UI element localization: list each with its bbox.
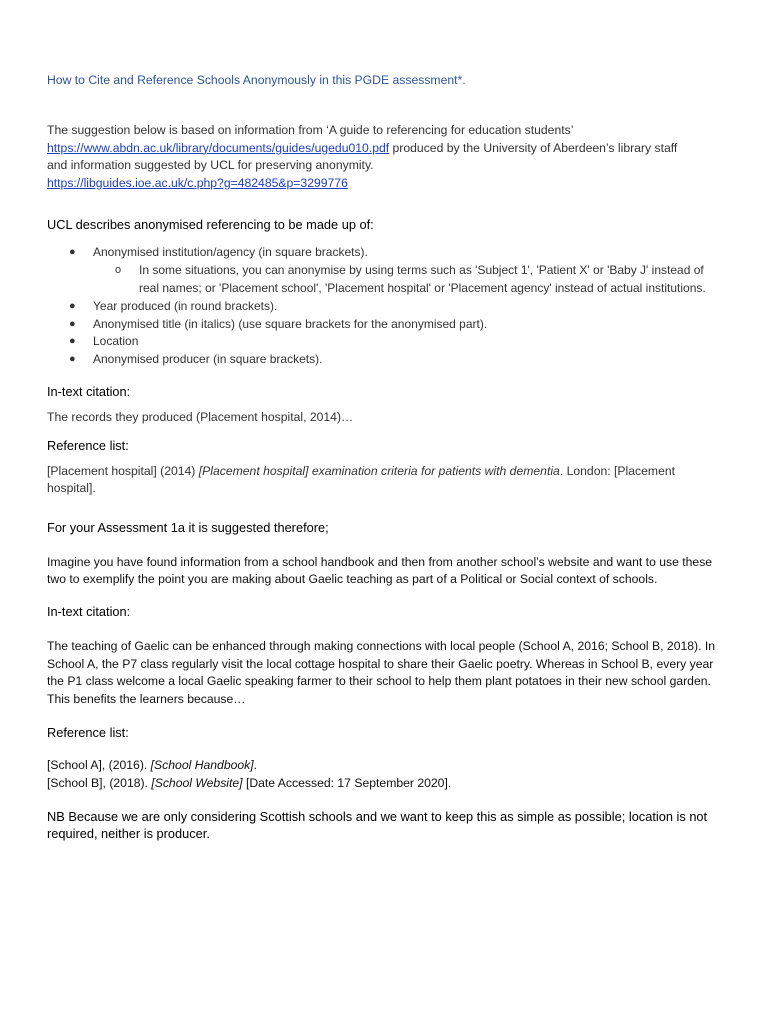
intext-heading-1: In-text citation: (47, 383, 131, 399)
list-item: ● Year produced (in round brackets). (47, 298, 727, 316)
sub-list (93, 262, 727, 298)
bullet-icon: ● (69, 317, 76, 330)
intro-after-link: produced by the University of Aberdeen’s library staff (389, 140, 678, 155)
assessment-paragraph: Imagine you have found information from a school handbook and then from another school’s website and want to use these two to exemplify the point you are making about Gaelic teaching as part of a Political or Social context of schools. (47, 554, 713, 587)
list-item: ● Location (47, 333, 727, 351)
assessment-heading: For your Assessment 1a it is suggested therefore; (47, 519, 329, 535)
ucl-heading: UCL describes anonymised referencing to be made up of: (47, 217, 374, 233)
bullet-icon: ● (69, 299, 76, 312)
circle-bullet-icon: o (115, 264, 122, 277)
reference-school-b: [School B], (2018). [School Website] [Date Accessed: 17 September 2020]. (47, 775, 452, 790)
intro-block (47, 122, 727, 192)
reference-heading-1: Reference list: (47, 437, 129, 453)
document-title: How to Cite and Reference Schools Anonymously in this PGDE assessment*. (47, 73, 466, 87)
bullet-icon: ● (69, 246, 76, 259)
aberdeen-guide-link[interactable]: https://www.abdn.ac.uk/library/documents/guides/ugedu010.pdf (47, 140, 390, 155)
intext-example-2: The teaching of Gaelic can be enhanced through making connections with local people (School A, 2016; School B, 2018). In School A, the P7 class regularly visit the local cottage hospital to share their Gaelic poetry. Whereas in School B, every year the P1 class welcome a local Gaelic speaking farmer to their school to help them plant potatoes in their new school garden. This benefits the learners because… (47, 638, 716, 706)
reference-heading-2: Reference list: (47, 725, 129, 741)
nb-note: NB Because we are only considering Scottish schools and we want to keep this as simple as possible; location is not required, neither is producer. (47, 809, 708, 842)
list-item: ● Anonymised institution/agency (in square brackets). o In some situations, you can anonymise by using terms such as 'Subject 1', 'Patient X' or 'Baby J' instead of real names; or 'Placement school', 'Placement hospital' or 'Placement agency' instead of actual institutions. (47, 244, 727, 297)
ucl-list (47, 244, 727, 369)
list-item: ● Anonymised producer (in square brackets). (47, 351, 727, 369)
intext-heading-2: In-text citation: (47, 603, 131, 619)
intext-example-1: The records they produced (Placement hospital, 2014)… (47, 409, 354, 424)
intro-ucl-line: and information suggested by UCL for preserving anonymity. (47, 158, 374, 173)
bullet-icon: ● (69, 353, 76, 366)
reference-example-1: [Placement hospital] (2014) [Placement hospital] examination criteria for patients with dementia. London: [Placement hospital]. (47, 463, 676, 496)
intro-line: The suggestion below is based on information from ‘A guide to referencing for education students’ (47, 123, 574, 137)
ucl-libguides-link[interactable]: https://libguides.ioe.ac.uk/c.php?g=482485&p=3299776 (47, 175, 348, 190)
bullet-icon: ● (69, 335, 76, 348)
reference-school-a: [School A], (2016). [School Handbook]. (47, 758, 258, 773)
list-item: ● Anonymised title (in italics) (use square brackets for the anonymised part). (47, 316, 727, 334)
sub-list-item: o In some situations, you can anonymise by using terms such as 'Subject 1', 'Patient X' or 'Baby J' instead of real names; or 'Placement school', 'Placement hospital' or 'Placement agency' instead of actual institutions. (115, 263, 706, 295)
document-page (47, 72, 727, 842)
